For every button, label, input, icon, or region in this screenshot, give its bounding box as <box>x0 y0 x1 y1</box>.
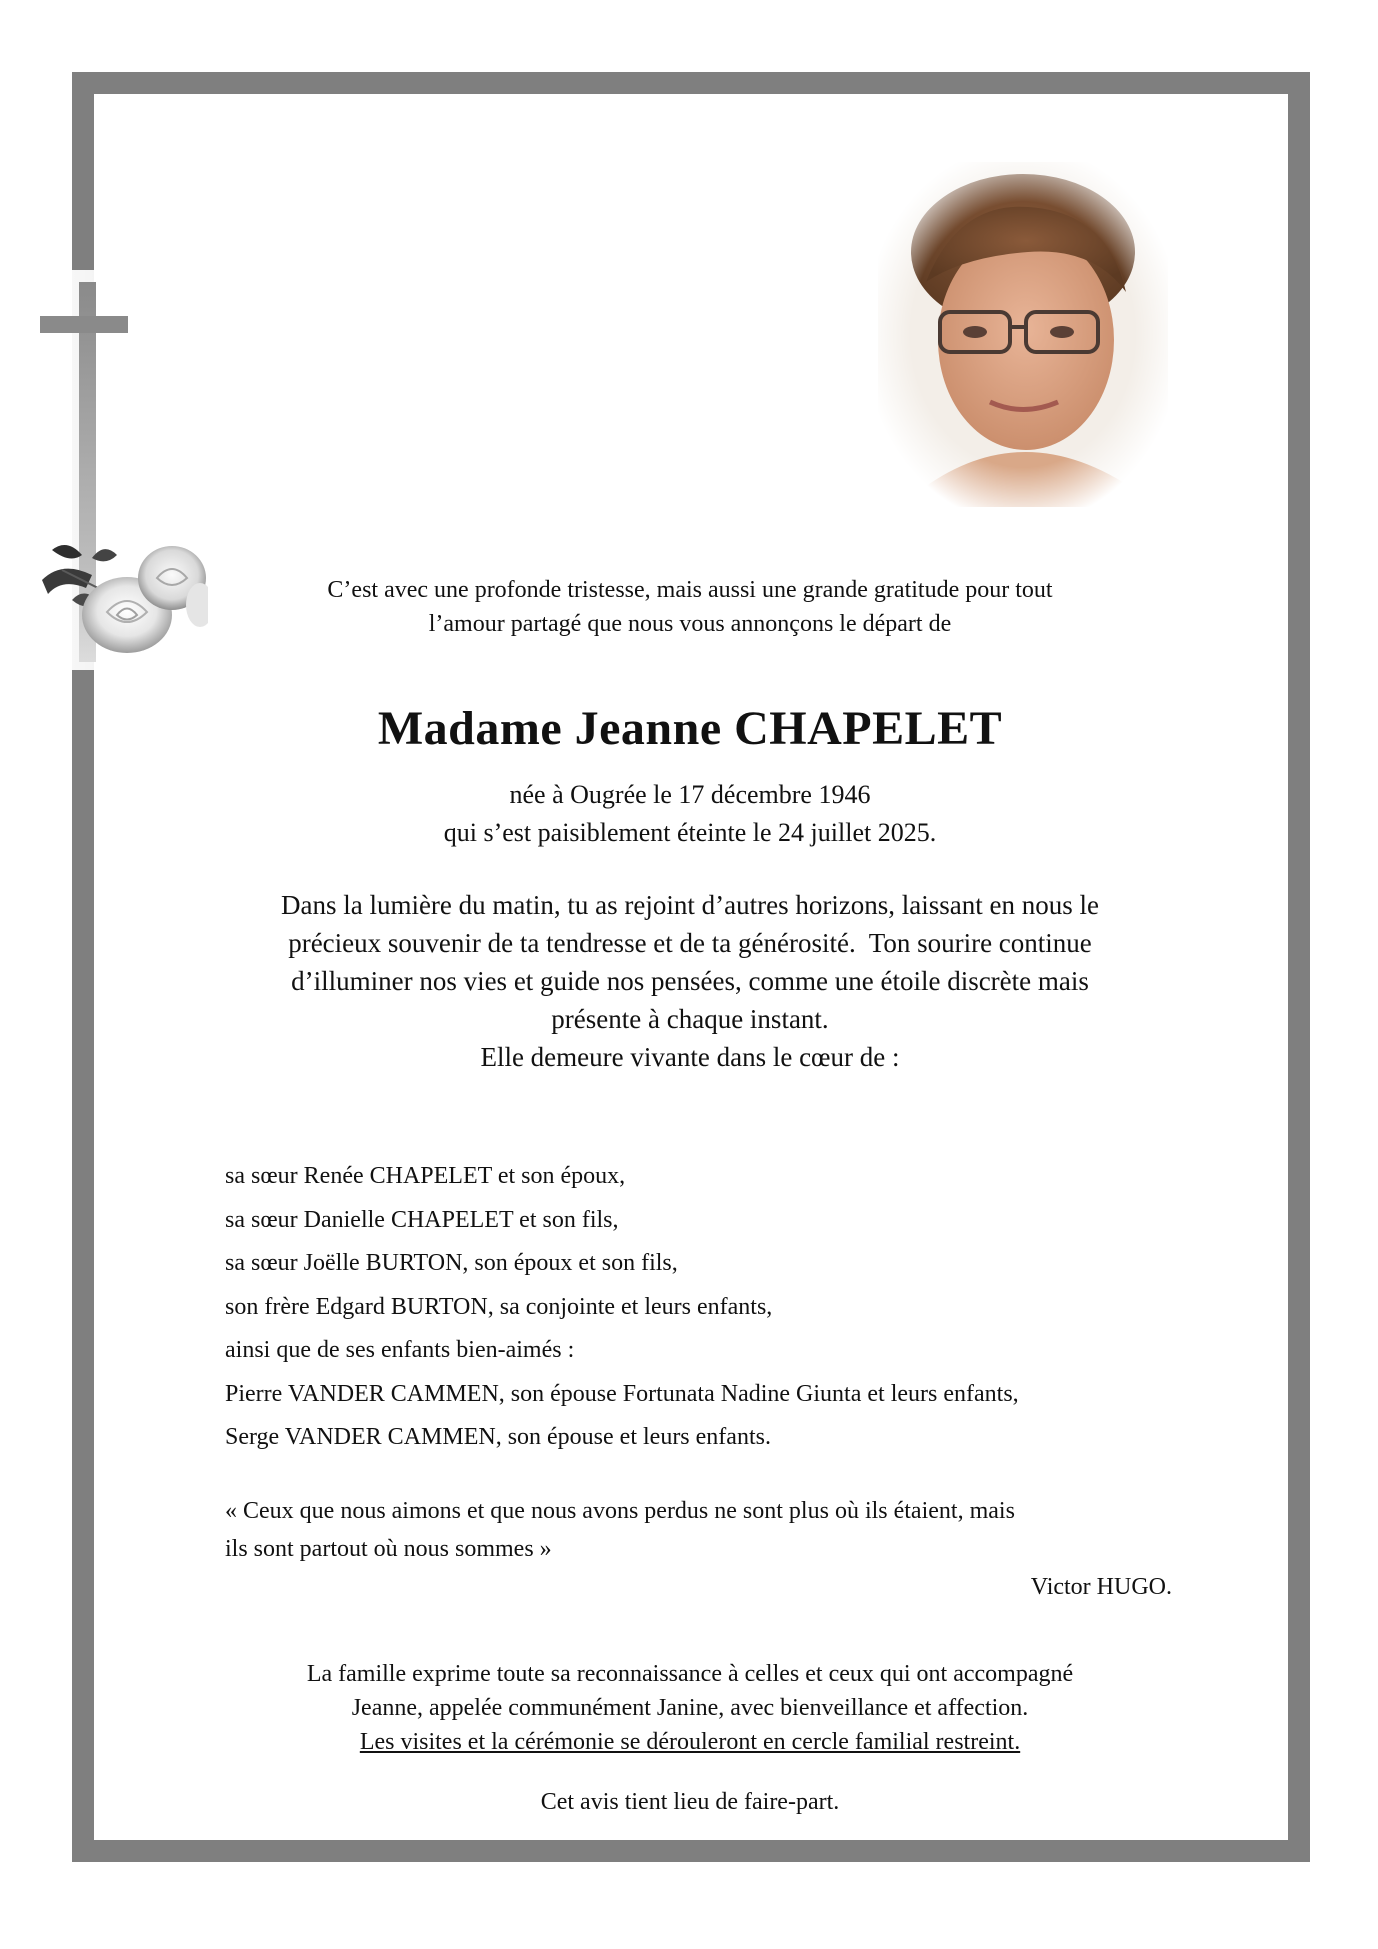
quote-line-2: ils sont partout où nous sommes » <box>225 1536 552 1562</box>
tribute-line-4: présente à chaque instant. <box>551 1004 829 1034</box>
tribute-line-2: précieux souvenir de ta tendresse et de ta générosité. Ton sourire continue <box>288 928 1092 958</box>
thanks-text <box>180 1657 1200 1759</box>
list-item: sa sœur Danielle CHAPELET et son fils, <box>225 1206 619 1233</box>
quote-line-1: « Ceux que nous aimons et que nous avons perdus ne sont plus où ils étaient, mais <box>225 1498 1015 1524</box>
list-item: sa sœur Renée CHAPELET et son époux, <box>225 1163 626 1189</box>
death-line: qui s’est paisiblement éteinte le 24 juillet 2025. <box>443 818 937 847</box>
family-list <box>225 1155 1225 1460</box>
tribute-line-3: d’illuminer nos vies et guide nos pensées, comme une étoile discrète mais <box>291 966 1089 996</box>
intro-line-2: l’amour partagé que nous vous annonçons le départ de <box>428 611 952 637</box>
intro-text <box>180 573 1200 641</box>
thanks-line-2: Jeanne, appelée communément Janine, avec bienveillance et affection. <box>351 1695 1029 1721</box>
tribute-line-1: Dans la lumière du matin, tu as rejoint d’autres horizons, laissant en nous le <box>280 890 1100 920</box>
cross-bar <box>40 316 128 333</box>
thanks-line-1: La famille exprime toute sa reconnaissance à celles et ceux qui ont accompagné <box>306 1661 1074 1687</box>
birth-line: née à Ougrée le 17 décembre 1946 <box>509 780 871 809</box>
deceased-name: Madame Jeanne CHAPELET <box>377 702 1003 755</box>
list-item: ainsi que de ses enfants bien-aimés : <box>225 1337 575 1363</box>
list-item: son frère Edgard BURTON, sa conjointe et leurs enfants, <box>225 1293 773 1320</box>
tribute-text <box>180 886 1200 1076</box>
tribute-line-5: Elle demeure vivante dans le cœur de : <box>480 1042 900 1072</box>
closing-text: Cet avis tient lieu de faire-part. <box>540 1789 840 1815</box>
list-item: Serge VANDER CAMMEN, son épouse et leurs enfants. <box>225 1424 771 1450</box>
ceremony-notice: Les visites et la cérémonie se dérouleront en cercle familial restreint. <box>359 1729 1021 1755</box>
portrait-photo <box>878 162 1168 507</box>
list-item: Pierre VANDER CAMMEN, son épouse Fortunata Nadine Giunta et leurs enfants, <box>225 1380 1019 1407</box>
list-item: sa sœur Joëlle BURTON, son époux et son fils, <box>225 1250 678 1276</box>
quote-text <box>225 1492 1185 1568</box>
birth-death-dates <box>180 776 1200 852</box>
quote-author: Victor HUGO. <box>1030 1574 1172 1600</box>
intro-line-1: C’est avec une profonde tristesse, mais aussi une grande gratitude pour tout <box>327 577 1053 603</box>
